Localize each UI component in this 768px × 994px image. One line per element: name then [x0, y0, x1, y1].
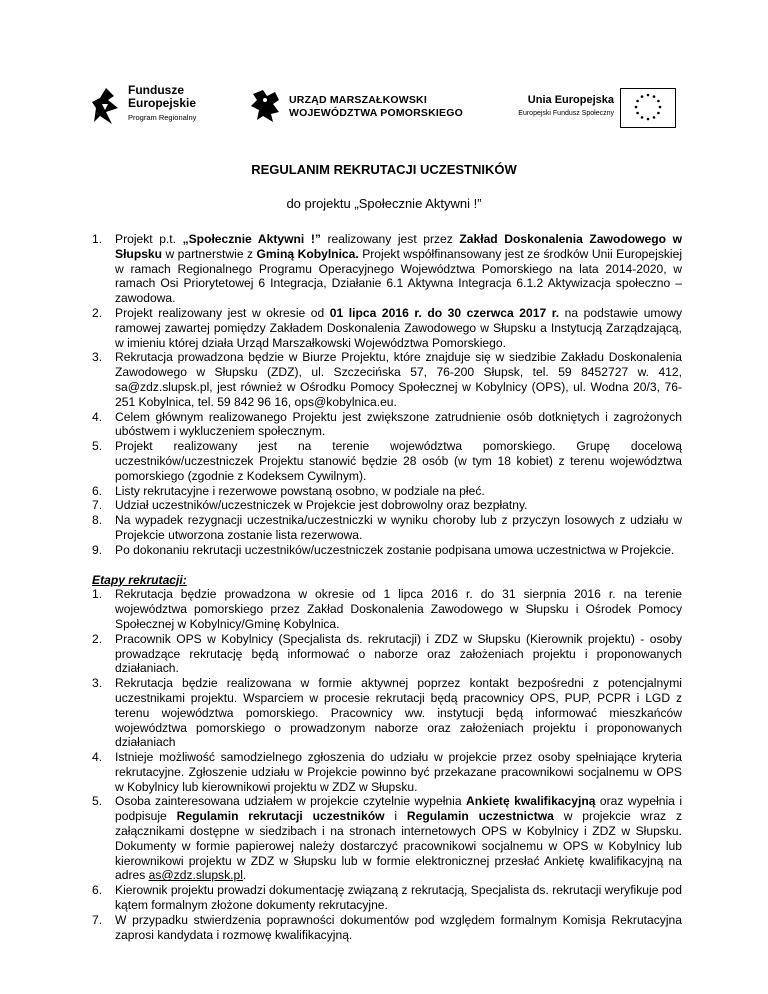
list-item: 7. Udział uczestników/uczestniczek w Projekcie jest dobrowolny oraz bezpłatny.: [92, 498, 528, 513]
urzad-marszalkowski-logo: [249, 88, 479, 128]
list-item: 1. Projekt p.t. „Społecznie Aktywni !” realizowany jest przez Zakład Doskonalenia Zawodowego w Słupsku w partnerstwie z Gminą Kobylnica. Projekt współfinansowany jest ze środków Unii Europejskiej w ramach Regionalnego Programu Operacyjnego Województwa Pomorskiego na lata 2014-2020, w ramach Osi Priorytetowej 6 Integracja, Działanie 6.1 Aktywna Integracja 6.1.2 Aktywizacja społeczno – zawodowa.: [92, 232, 683, 306]
document-body: [92, 232, 682, 942]
document-subtitle: do projektu „Społecznie Aktywni !”: [286, 196, 482, 211]
list-item: 3. Rekrutacja będzie realizowana w formie aktywnej poprzez kontakt bezpośredni z potencjalnymi uczestnikami projektu. Wsparciem w procesie rekrutacji będą pracownicy OPS, PUP, PCPR i LGD z terenu województwa pomorskiego. Pracownicy ww. instytucji będą informować mieszkańców województwa pomorskiego o prowadzonym naborze oraz założeniach projektu i proponowanych działaniach: [92, 676, 682, 750]
list-item: 1. Rekrutacja będzie prowadzona w okresie od 1 lipca 2016 r. do 31 sierpnia 2016 r. na terenie województwa pomorskiego przez Zakład Doskonalenia Zawodowego w Słupsku i Ośrodek Pomocy Społecznej w Kobylnicy/Gminę Kobylnica.: [92, 587, 682, 631]
list-item: 3. Rekrutacja prowadzona będzie w Biurze Projektu, które znajduje się w siedzibie Zakładu Doskonalenia Zawodowego w Słupsku (ZDZ), ul. Szczecińska 57, 76-200 Słupsk, tel. 59 8452727 w. 412, sa@zdz.slupsk.pl, jest również w Ośrodku Pomocy Społecznej w Kobylnicy (OPS), ul. Wodna 20/3, 76-251 Kobylnica, tel. 59 842 96 16, ops@kobylnica.eu.: [92, 350, 682, 409]
fe-title-2: Europejskie: [128, 96, 197, 110]
ue-subtitle: Europejski Fundusz Społeczny: [518, 110, 614, 117]
recruitment-stages-list: [92, 587, 682, 942]
list-item: 2. Pracownik OPS w Kobylnicy (Specjalista ds. rekrutacji) i ZDZ w Słupsku (Kierownik projektu) - osoby prowadzące rekrutację będą informować o naborze oraz założeniach projektu i proponowanych działaniach.: [92, 631, 682, 676]
fundusze-europejskie-logo: [92, 84, 232, 134]
um-line-2: WOJEWÓDZTWA POMORSKIEGO: [289, 107, 463, 119]
list-item: 7. W przypadku stwierdzenia poprawności dokumentów pod względem formalnym Komisja Rekrutacyjna zaprosi kandydata i rozmowę kwalifikacyjną.: [92, 912, 682, 942]
list-item: 4. Istnieje możliwość samodzielnego zgłoszenia do udziału w projekcie przez osoby spełniające kryteria rekrutacyjne. Zgłoszenie udziału w Projekcie powinno być przekazane pracownikowi socjalnemu w OPS w Kobylnicy lub kierownikowi projektu w ZDZ w Słupsku.: [92, 750, 682, 794]
logo-bar: [92, 78, 676, 134]
eu-flag-icon: [620, 88, 676, 128]
email-link[interactable]: as@zdz.slupsk.pl: [148, 868, 243, 883]
list-item: 5. Projekt realizowany jest na terenie województwa pomorskiego. Grupę docelową uczestników/uczestniczek Projektu stanowić będzie 28 osób (w tym 18 kobiet) z terenu województwa pomorskiego (zgodnie z Kodeksem Cywilnym).: [92, 439, 682, 483]
griffin-crest-icon: [249, 88, 283, 124]
um-line-1: URZĄD MARSZAŁKOWSKI: [289, 94, 427, 106]
list-item: 9. Po dokonaniu rekrutacji uczestników/uczestniczek zostanie podpisana umowa uczestnictwa w Projekcie.: [92, 542, 675, 557]
list-item: 6. Kierownik projektu prowadzi dokumentację związaną z rekrutacją, Specjalista ds. rekrutacji weryfikuje pod kątem formalnym złożone dokumenty rekrutacyjne.: [92, 883, 682, 913]
fe-title-1: Fundusze: [128, 83, 184, 97]
list-item: 5. Osoba zainteresowana udziałem w projekcie czytelnie wypełnia Ankietę kwalifikacyjną oraz wypełnia i podpisuje Regulamin rekrutacji uczestników i Regulamin uczestnictwa w projekcie wraz z załącznikami dostępne w siedzibach i na stronach internetowych OPS w Kobylnicy i ZDZ w Słupsku. Dokumenty w formie papierowej należy dostarczyć pracownikowi socjalnemu w OPS w Kobylnicy lub kierownikowi projektu w ZDZ w Słupsku lub w formie elektronicznej przesłać Ankietę kwalifikacyjną na adres as@zdz.slupsk.pl.: [92, 794, 683, 883]
document-title: REGULANIM REKRUTACJI UCZESTNIKÓW: [251, 162, 517, 177]
list-item: 4. Celem głównym realizowanego Projektu jest zwiększone zatrudnienie osób dotkniętych i zagrożonych ubóstwem i wykluczeniem społecznym.: [92, 409, 682, 439]
unia-europejska-logo: [504, 88, 684, 128]
general-rules-list: [92, 232, 682, 558]
list-item: 8. Na wypadek rezygnacji uczestnika/uczestniczki w wyniku choroby lub z przyczyn losowych z udziału w Projekcie utworzona zostanie lista rezerwowa.: [92, 513, 682, 542]
section-heading: Etapy rekrutacji:: [92, 572, 187, 587]
fe-subtitle: Program Regionalny: [128, 113, 197, 122]
list-item: 2. Projekt realizowany jest w okresie od 01 lipca 2016 r. do 30 czerwca 2017 r. na podstawie umowy ramowej zawartej pomiędzy Zakładem Doskonalenia Zawodowego w Słupsku a Instytucją Zarządzającą, w imieniu której działa Urząd Marszałkowski Województwa Pomorskiego.: [92, 305, 682, 350]
fe-star-icon: [92, 86, 122, 126]
ue-title: Unia Europejska: [527, 94, 614, 106]
list-item: 6. Listy rekrutacyjne i rezerwowe powstaną osobno, w podziale na płeć.: [92, 483, 485, 498]
